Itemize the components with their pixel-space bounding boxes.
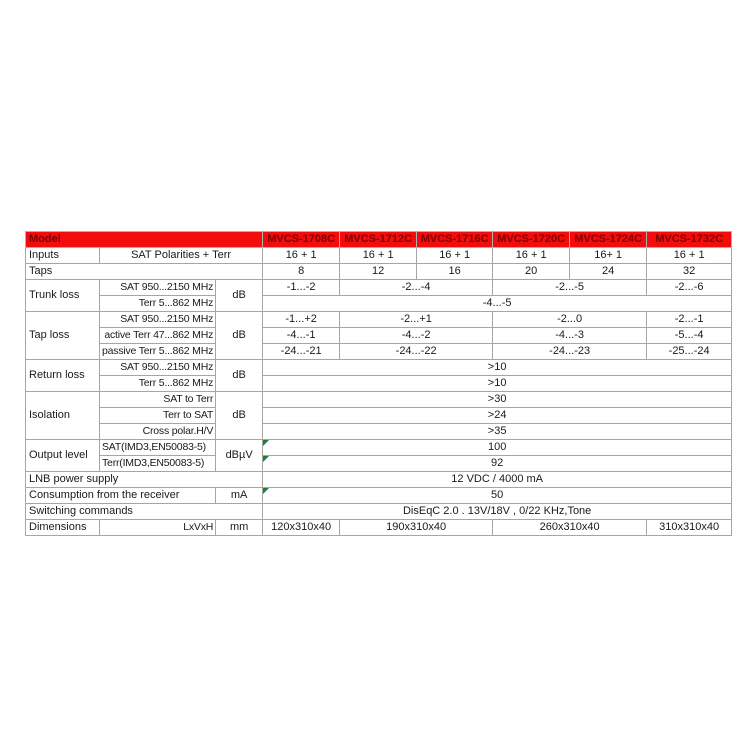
inputs-value: 16 + 1 [493,248,570,264]
trunk-loss-sat-value: -2...-4 [340,280,493,296]
isolation-cross-polar-value: >35 [263,424,732,440]
isolation-sat-to-terr-sublabel: SAT to Terr [100,392,216,408]
return-loss-label: Return loss [26,360,100,392]
tap-loss-passive-terr-value: -24...-22 [340,344,493,360]
dimensions-value: 260x310x40 [493,520,647,536]
green-corner-flag-icon [263,488,269,494]
taps-value: 8 [263,264,340,280]
isolation-label: Isolation [26,392,100,440]
output-level-terr-value: 92 [491,457,504,469]
model-name-1720c: MVCS-1720C [493,232,570,248]
isolation-terr-to-sat-sublabel: Terr to SAT [100,408,216,424]
tap-loss-unit: dB [216,312,263,360]
switching-value: DisEqC 2.0 . 13V/18V , 0/22 KHz,Tone [263,504,732,520]
trunk-loss-unit: dB [216,280,263,312]
taps-value: 16 [417,264,493,280]
consumption-cell [263,488,732,504]
row-model-header [26,232,732,248]
taps-value: 24 [570,264,647,280]
model-name-1708c: MVCS-1708C [263,232,340,248]
tap-loss-sat-value: -2...0 [493,312,647,328]
return-loss-sat-sublabel: SAT 950...2150 MHz [100,360,216,376]
model-name-1732c: MVCS-1732C [647,232,732,248]
inputs-value: 16 + 1 [417,248,493,264]
inputs-label: Inputs [26,248,100,264]
isolation-cross-polar-sublabel: Cross polar.H/V [100,424,216,440]
row-trunk-loss-sat [26,280,732,296]
green-corner-flag-icon [263,456,269,462]
row-taps [26,264,732,280]
output-level-sat-value: 100 [487,441,507,453]
model-name-1724c: MVCS-1724C [570,232,647,248]
taps-value: 12 [340,264,417,280]
isolation-terr-to-sat-value: >24 [263,408,732,424]
dimensions-value: 190x310x40 [340,520,493,536]
spec-table [25,231,732,536]
row-inputs [26,248,732,264]
dimensions-value: 120x310x40 [263,520,340,536]
row-lnb-power [26,472,732,488]
inputs-value: 16 + 1 [340,248,417,264]
model-name-1716c: MVCS-1716C [417,232,493,248]
row-dimensions [26,520,732,536]
row-output-level-terr [26,456,732,472]
output-level-sat-sublabel: SAT(IMD3,EN50083-5) [100,440,216,456]
dimensions-label: Dimensions [26,520,100,536]
row-trunk-loss-terr [26,296,732,312]
row-isolation-sat-to-terr [26,392,732,408]
return-loss-sat-value: >10 [263,360,732,376]
isolation-sat-to-terr-value: >30 [263,392,732,408]
trunk-loss-sat-value: -1...-2 [263,280,340,296]
inputs-value: 16 + 1 [647,248,732,264]
model-name-1712c: MVCS-1712C [340,232,417,248]
row-return-loss-terr [26,376,732,392]
tap-loss-active-terr-value: -4...-1 [263,328,340,344]
return-loss-terr-value: >10 [263,376,732,392]
return-loss-terr-sublabel: Terr 5...862 MHz [100,376,216,392]
taps-value: 20 [493,264,570,280]
tap-loss-sat-value: -2...-1 [647,312,732,328]
tap-loss-sat-value: -1...+2 [263,312,340,328]
dimensions-unit: mm [216,520,263,536]
consumption-label: Consumption from the receiver [26,488,216,504]
tap-loss-passive-terr-value: -25...-24 [647,344,732,360]
taps-value: 32 [647,264,732,280]
green-corner-flag-icon [263,440,269,446]
tap-loss-active-terr-value: -4...-3 [493,328,647,344]
dimensions-sublabel: LxVxH [100,520,216,536]
output-level-label: Output level [26,440,100,472]
row-isolation-cross-polar [26,424,732,440]
tap-loss-active-terr-sublabel: active Terr 47...862 MHz [100,328,216,344]
output-level-sat-cell [263,440,732,456]
row-isolation-terr-to-sat [26,408,732,424]
model-header-label: Model [26,232,263,248]
taps-label: Taps [26,264,263,280]
trunk-loss-sat-value: -2...-6 [647,280,732,296]
row-tap-loss-active-terr [26,328,732,344]
tap-loss-active-terr-value: -4...-2 [340,328,493,344]
trunk-loss-label: Trunk loss [26,280,100,312]
tap-loss-passive-terr-value: -24...-23 [493,344,647,360]
consumption-value: 50 [491,489,504,501]
lnb-power-label: LNB power supply [26,472,263,488]
row-tap-loss-sat [26,312,732,328]
row-tap-loss-passive-terr [26,344,732,360]
inputs-value: 16+ 1 [570,248,647,264]
return-loss-unit: dB [216,360,263,392]
inputs-value: 16 + 1 [263,248,340,264]
trunk-loss-terr-value: -4...-5 [263,296,732,312]
row-consumption [26,488,732,504]
row-output-level-sat [26,440,732,456]
dimensions-value: 310x310x40 [647,520,732,536]
tap-loss-passive-terr-sublabel: passive Terr 5...862 MHz [100,344,216,360]
consumption-unit: mA [216,488,263,504]
output-level-terr-sublabel: Terr(IMD3,EN50083-5) [100,456,216,472]
row-switching [26,504,732,520]
switching-label: Switching commands [26,504,263,520]
lnb-power-value: 12 VDC / 4000 mA [263,472,732,488]
trunk-loss-sat-sublabel: SAT 950...2150 MHz [100,280,216,296]
tap-loss-sat-sublabel: SAT 950...2150 MHz [100,312,216,328]
output-level-terr-cell [263,456,732,472]
tap-loss-active-terr-value: -5...-4 [647,328,732,344]
trunk-loss-terr-sublabel: Terr 5...862 MHz [100,296,216,312]
isolation-unit: dB [216,392,263,440]
trunk-loss-sat-value: -2...-5 [493,280,647,296]
row-return-loss-sat [26,360,732,376]
tap-loss-label: Tap loss [26,312,100,360]
tap-loss-sat-value: -2...+1 [340,312,493,328]
tap-loss-passive-terr-value: -24...-21 [263,344,340,360]
output-level-unit: dBµV [216,440,263,472]
inputs-sublabel: SAT Polarities + Terr [100,248,263,264]
